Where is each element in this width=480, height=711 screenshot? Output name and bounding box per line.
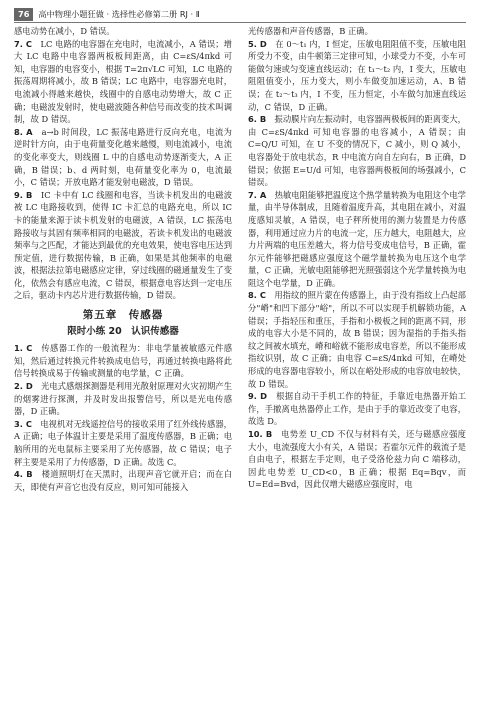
chapter-title: 第五章 传感器 (82, 309, 164, 322)
answer-paragraph (14, 126, 232, 189)
answer-number: 3. C (14, 418, 32, 429)
answer-number: 2. D (14, 381, 33, 392)
answer-text: 在 0～t₁ 内，I 恒定，压敏电阻阻值不变，压敏电阻所受力不变，由牛顿第三定律可知，小球受力不变，小车可能做匀速或匀变速直线运动；在 t₁～t₂ 内，I 变大，压敏电阻阻值变小，压力变大，则小车做变加速运动，A、B 错误；在 t₂～t₃ 内，I 不变，压力恒定，小车做匀加速直线运动，C 错误，D 正确。 (248, 38, 466, 112)
answer-number: 9. D (248, 391, 268, 402)
answer-paragraph (248, 113, 466, 189)
answer-text: a→b 时间段，LC 振荡电路进行反向充电，电流为逆时针方向，由于电荷量变化越来越慢，则电流减小，电流的变化率变大，则线圈 L 中的自感电动势逐渐变大，A 正确，B 错误；b、d 两时刻，电荷量变化率为 0，电流最小，C 错误；开放电路才能发射电磁波，D 错误。 (14, 126, 232, 188)
answer-text: 传感器工作的一般流程为：非电学量被敏感元件感知，然后通过转换元件转换成电信号，再通过转换电路将此信号转换成易于传输或测量的电学量，C 正确。 (14, 343, 232, 379)
answer-text: 光电式感烟探测器是利用光散射原理对火灾初期产生的烟雾进行探测，并及时发出报警信号，所以是光电传感器，D 正确。 (14, 381, 232, 417)
answer-paragraph (248, 189, 466, 290)
answer-paragraph (14, 468, 232, 493)
answer-paragraph (248, 289, 466, 390)
answer-paragraph (248, 428, 466, 491)
answer-number: 5. D (248, 38, 267, 49)
answer-text: IC 卡中有 LC 线圈和电容，当读卡机发出的电磁波被 LC 电路接收到，使得 IC 卡汇总的电路充电，所以 IC 卡的能量来源于读卡机发射的电磁波，A 错误，LC 振荡电路接收与其固有频率相同的电磁波，若读卡机发出的电磁波频率与之匹配，才能达到最优的充电效果，使电容电压达到预定值，进行数据传输，B 正确，如果是其他频率的电磁波，根据法拉第电磁感应定律，穿过线圈的磁通量发生了变化，依然会有感应电流，C 错误，根据意电容达到一定电压之后，驱动卡内芯片进行数据传输，D 错误。 (14, 189, 232, 301)
answer-paragraph (14, 189, 232, 302)
section-title: 限时小练 20 认识传感器 (67, 325, 179, 337)
right-column (248, 25, 466, 491)
answer-text: 热敏电阻能够把温度这个热学量转换为电阻这个电学量，由半导体制成，且随着温度升高，其电阻在减小，对温度感知灵敏，A 错误，电子秤所使用的测力装置是力传感器，利用通过应力片的电流一定，压力越大，电阻越大，应力片两端的电压差越大，将力信号变成电信号，B 正确，霍尔元件能够把磁感应强度这个磁学量转换为电压这个电学量，C 正确，光敏电阻能够把光照强弱这个光学量转换为电阻这个电学量，D 正确。 (248, 189, 466, 288)
answer-text: 用指纹的照片蒙在传感器上，由于没有指纹上凸起部分"嵴"和凹下部分"峪"，所以不可以实现手机解锁功能，A 错误；手指轻压和重压，手指和小极板之间的距离不同，形成的电容大小是不同的，故 B 错误；因为湿指的手指头指纹之间被水填充，嵴和峪就不能形成电容差，所以不能形成指纹识别，故 C 正确；由电容 C=εS/4πkd 可知，在嵴处形成的电容器电容较小，所以在峪处形成的电容放电较快，故 D 错误。 (248, 290, 466, 389)
answer-paragraph (14, 25, 232, 38)
answer-number: 7. A (248, 189, 267, 200)
answer-paragraph (14, 418, 232, 468)
answer-text: 根据自动干手机工作的特征，手靠近电热器开始工作，手撤离电热器停止工作，是由于手的靠近改变了电容，故选 D。 (248, 391, 466, 427)
answer-text: 楼道照明灯在天黑时，出现声音它就开启；而在白天，即使有声音它也没有反应，则可知可能接入 (14, 469, 232, 492)
page-header (14, 6, 466, 23)
answer-paragraph (14, 38, 232, 126)
answer-text: 电势差 U_CD 不仅与材料有关，还与磁感应强度大小，电流强度大小有关，A 错误；若霍尔元件的载流子是自由电子，根据左手定则，电子受洛伦兹力向 C 端移动，因此电势差 U_CD<0，B 正确；根据 Eq=Bqv，而 U=Ed=Bvd，因此仅增大磁感应强度时，电 (248, 429, 466, 490)
answer-paragraph (248, 38, 466, 114)
answer-text: LC 电路的电容器在充电时，电流减小，A 错误；增大 LC 电路中电容器两板板间距离，由 C=εS/4πkd 可知，电容器的电容变小，根据 T=2π√LC 可知，LC 电路的振荡周期将减小，故 B 错误；LC 电路中，电容器充电时，电流减小得越来越快，线圈中的自感电动势增大，故 C 正确；电磁波发射时，使电磁波随各种信号而改变的技术叫调制，故 D 错误。 (14, 38, 232, 125)
answer-text: 光传感器和声音传感器，B 正确。 (248, 26, 373, 36)
answer-number: 8. C (248, 290, 266, 301)
answer-number: 8. A (14, 126, 33, 137)
left-column (14, 25, 232, 493)
answer-text: 感电动势在减小，D 错误。 (14, 26, 115, 36)
answer-paragraph (248, 25, 466, 38)
answer-number: 6. B (248, 114, 267, 125)
answer-paragraph (14, 342, 232, 380)
answer-number: 7. C (14, 38, 33, 49)
answer-paragraph (14, 380, 232, 418)
answer-text: 振动膜片向左振动时，电容器两极板间的距离变大，由 C=εS/4πkd 可知电容器的电容减小，A 错误；由 C=Q/U 可知，在 U 不变的情况下，C 减小，则 Q 减小，电容器处于放电状态，R 中电流方向自左向右，B 正确，D 错误；依据 E=U/d 可知，电容器两极板间的场强减小，C 错误。 (248, 114, 466, 188)
book-title: 高中物理小题狂做 · 选择性必修第二册 RJ · Ⅱ (38, 8, 200, 19)
answer-number: 10. B (248, 429, 273, 439)
page-number: 76 (14, 8, 33, 21)
answer-number: 1. C (14, 343, 33, 354)
answer-number: 9. B (14, 189, 33, 200)
answer-paragraph (248, 390, 466, 428)
answer-text: 电视机对无线遥控信号的接收采用了红外线传感器，A 正确；电子体温计主要是采用了温度传感器，B 正确；电脑所用的光电鼠标主要采用了光传感器，故 C 错误；电子秤主要是采用了力传感器，D 正确。故选 C。 (14, 418, 232, 467)
answer-number: 4. B (14, 469, 33, 480)
